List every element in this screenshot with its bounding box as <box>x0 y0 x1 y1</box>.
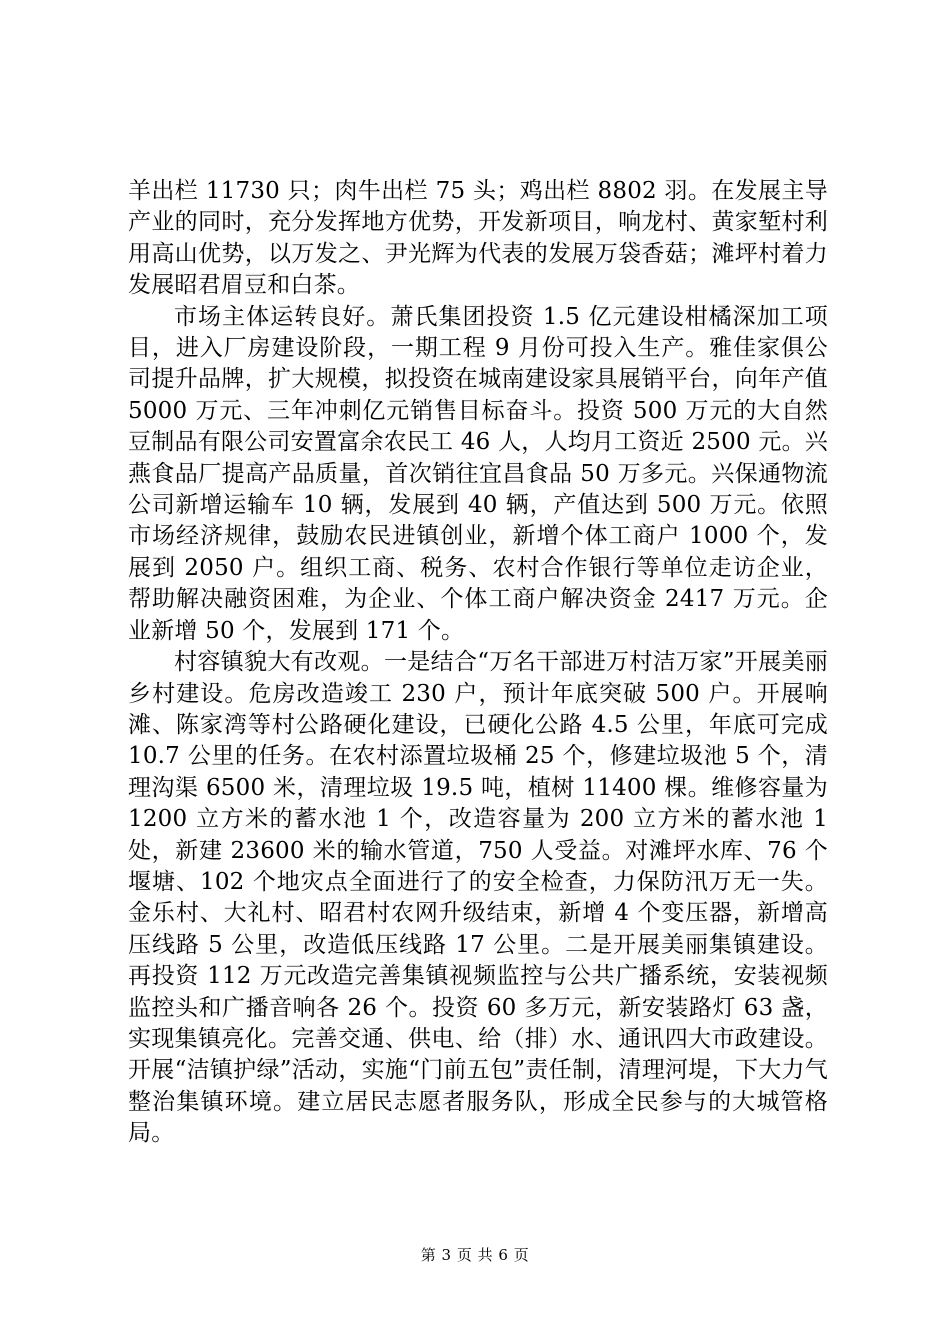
document-body <box>128 176 828 1150</box>
paragraph-market-entities: 市场主体运转良好。萧氏集团投资 1.5 亿元建设柑橘深加工项目，进入厂房建设阶段，一期工程 9 月份可投入生产。雅佳家俱公司提升品牌，扩大规模，拟投资在城南建设家具展销平台，向年产值 5000 万元、三年冲刺亿元销售目标奋斗。投资 500 万元的大自然豆制品有限公司安置富余农民工 46 人，人均月工资近 2500 元。兴燕食品厂提高产品质量，首次销往宜昌食品 50 万多元。兴保通物流公司新增运输车 10 辆，发展到 40 辆，产值达到 500 万元。依照市场经济规律，鼓励农民进镇创业，新增个体工商户 1000 个，发展到 2050 户。组织工商、税务、农村合作银行等单位走访企业，帮助解决融资困难，为企业、个体工商户解决资金 2417 万元。企业新增 50 个，发展到 171 个。 <box>128 303 828 644</box>
page-number-footer: 第 3 页 共 6 页 <box>420 1246 530 1264</box>
paragraph-village-appearance: 村容镇貌大有改观。一是结合“万名干部进万村洁万家”开展美丽乡村建设。危房改造竣工 230 户，预计年底突破 500 户。开展响滩、陈家湾等村公路硬化建设，已硬化公路 4.5 公里，年底可完成 10.7 公里的任务。在农村添置垃圾桶 25 个，修建垃圾池 5 个，清理沟渠 6500 米，清理垃圾 19.5 吨，植树 11400 棵。维修容量为 1200 立方米的蓄水池 1 个，改造容量为 200 立方米的蓄水池 1 处，新建 23600 米的输水管道，750 人受益。对滩坪水库、76 个堰塘、102 个地灾点全面进行了的安全检查，力保防汛万无一失。金乐村、大礼村、昭君村农网升级结束，新增 4 个变压器，新增高压线路 5 公里，改造低压线路 17 公里。二是开展美丽集镇建设。再投资 112 万元改造完善集镇视频监控与公共广播系统，安装视频监控头和广播音响各 26 个。投资 60 多万元，新安装路灯 63 盏，实现集镇亮化。完善交通、供电、给（排）水、通讯四大市政建设。开展“洁镇护绿”活动，实施“门前五包”责任制，清理河堤，下大力气整治集镇环境。建立居民志愿者服务队，形成全民参与的大城管格局。 <box>128 649 828 1147</box>
paragraph-livestock-and-industry: 羊出栏 11730 只；肉牛出栏 75 头；鸡出栏 8802 羽。在发展主导产业的同时，充分发挥地方优势，开发新项目，响龙村、黄家堑村利用高山优势，以万发之、尹光辉为代表的发展万袋香菇；滩坪村着力发展昭君眉豆和白茶。 <box>128 178 828 299</box>
